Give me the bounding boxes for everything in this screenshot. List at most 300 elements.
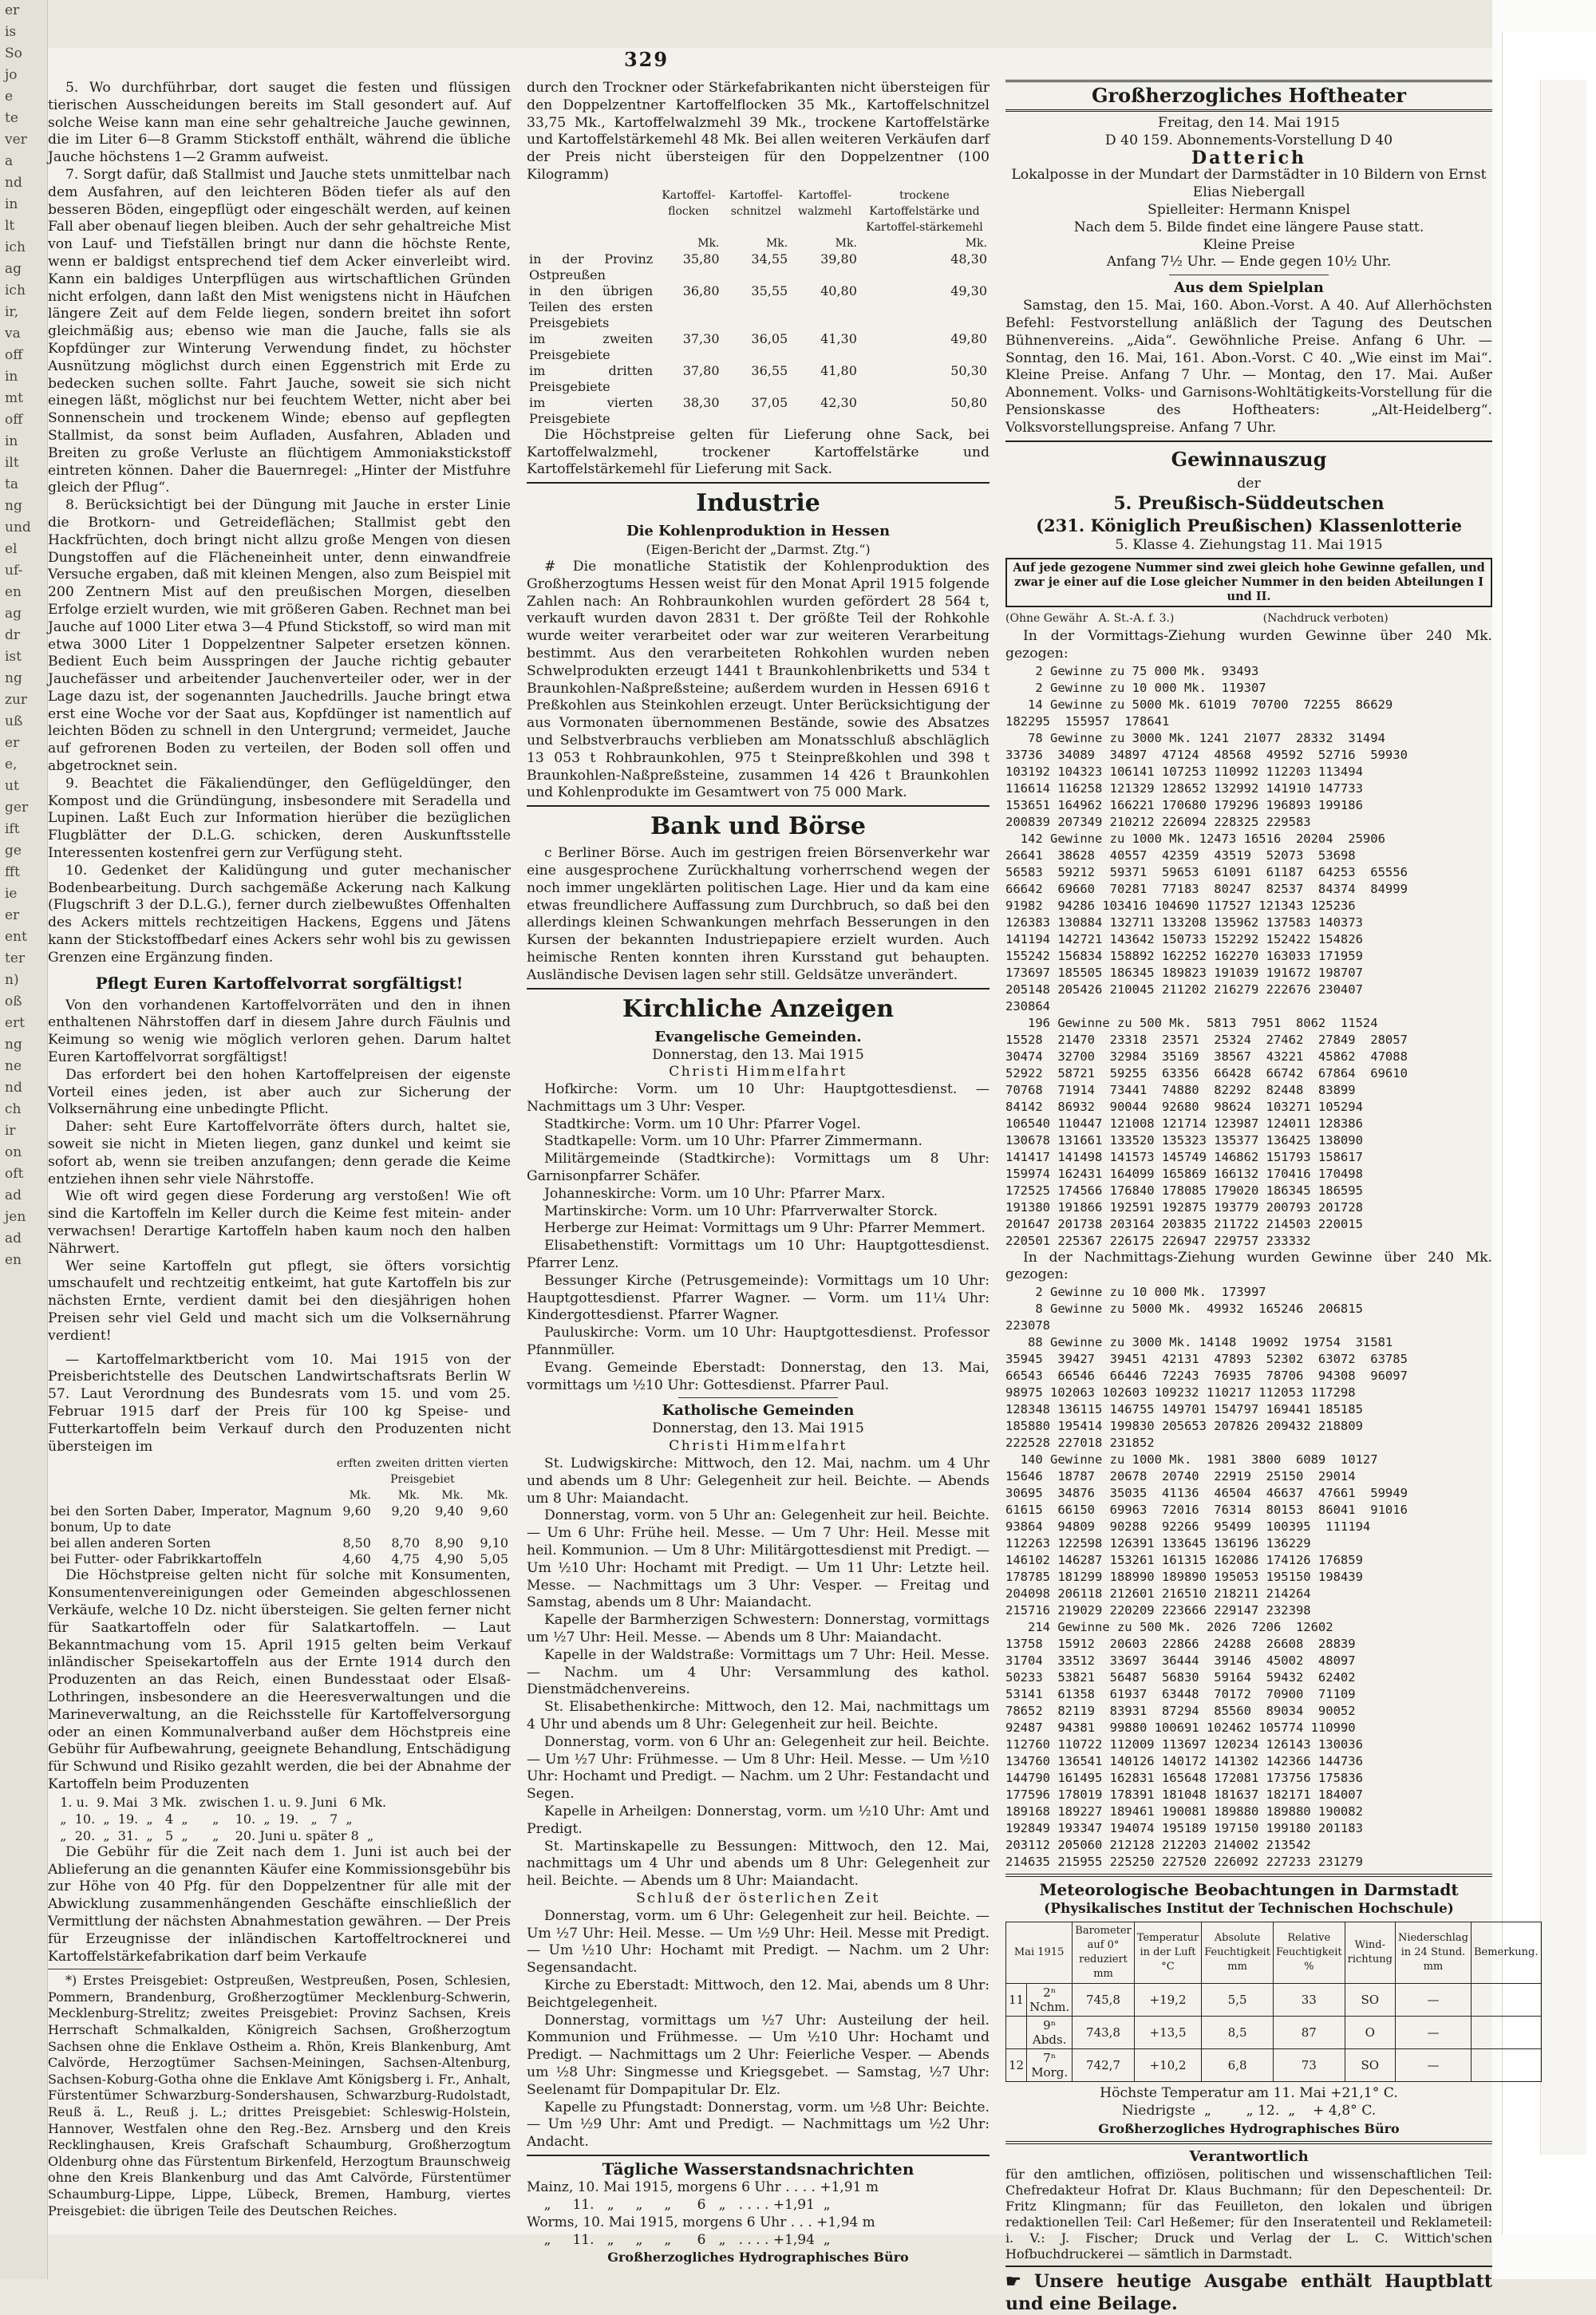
paragraph-8: 8. Berücksichtigt bei der Düngung mit Jauche in erster Linie die Brotkorn- und Getreideflächen; Stallmist gebt den Hackfrüchten, doch bringt nicht allzu große Mengen von diesen Dungstoffen auf die Flächeneinheit unter, denn einwandfreie Versuche ergaben, daß mit kleinen Mengen, also zum Beispiel mit 200 Zentnern Mist auf den preußischen Morgen, dieselben Erfolge erzielt wurden, wie mit größeren Gaben. Rechnet man bei Jauche auf 1000 Liter etwa 3—4 Pfund Stickstoff, so wird man mit etwa 3000 Liter 1 Doppelzentner Salpeter ersetzen können. Bedient Euch beim Ausspringen der Jauche richtig gebauter Jauchefässer und arbeitender Jauchenverteiler oder, wer in der Lage dazu ist, der sogenannten Jauchedrills. Jauche bringt etwa erst eine Woche vor der Saat aus, Kopfdünger ist namentlich auf leichten Böden zu schnell in den Untergrund; vermeidet, Jauche auf gefrorenen Boden zu verteilen, der Boden soll offen und abgetrocknet sein. <box>48 497 511 775</box>
ausgabe-hinweis <box>1005 2270 1492 2315</box>
lotto-numbers-nachmittag <box>1005 1284 1492 1871</box>
lotto-line: 56583 59212 59371 59653 61091 61187 64253 65556 <box>1005 864 1408 879</box>
section-rule <box>1005 440 1492 442</box>
lotto-line: 15646 18787 20678 20740 22919 25150 29014 <box>1005 1469 1356 1484</box>
weather-cell-rel: 33 <box>1273 1984 1345 2017</box>
price-cell: 36,55 <box>751 362 788 378</box>
price-cell: 35,80 <box>682 251 720 267</box>
edge-fragment: fft <box>5 864 20 880</box>
kohlen-text: # Die monatliche Statistik der Kohlenproduktion des Großherzogtums Hessen weist für den Monat April 1915 folgende Zahlen nach: An Rohbraunkohlen wurden gefördert 28 564 t, verkauft wurden davon 2831 t. Der größte Teil der Rohkohle wurde weiter verarbeitet oder war zur weiteren Verarbeitung bestimmt. Aus den verarbeiteten Rohkohlen wurden neben Schwelprodukten erzeugt 1441 t Braunkohlenbriketts und 534 t Braunkohlen-Naßpreßsteine; außerdem wurden in Hessen 6916 t Preßkohlen aus Steinkohlen erzeugt. Unter Berücksichtigung der aus Vormonaten übernommenen Bestände, sowie des Absatzes und Selbstverbrauchs verblieben am Monatsschluß abschläglich 13 053 t Rohbraunkohlen, 975 t Steinpreßkohlen und 398 t Braunkohlen-Naßpreßsteine, zusammen 14 426 t Braunkohlen und Kohlenprodukte im Gesamtwert von 75 000 Mark. <box>527 558 990 801</box>
heading-kohlenproduktion: Die Kohlenproduktion in Hessen <box>626 523 891 540</box>
edge-fragment: ilt <box>5 455 19 471</box>
weather-col-date: Mai 1915 <box>1006 1922 1073 1984</box>
kartoffel-par-2: Das erfordert bei den hohen Kartoffelpreisen der eigenste Vorteil eines jeden, ist aber auch zur Sicherung der Volksernährung eine unbedingte Pflicht. <box>48 1066 511 1118</box>
weather-cell-day <box>1006 2017 1027 2049</box>
heading-kartoffelvorrat: Pflegt Euren Kartoffelvorrat sorgfältigst! <box>95 973 464 993</box>
price-cell: 9,60 <box>480 1503 508 1519</box>
price-cell: 4,90 <box>435 1551 464 1567</box>
list-item: Militärgemeinde (Stadtkirche): Vormittags um 8 Uhr: Garnisonpfarrer Schäfer. <box>527 1151 990 1185</box>
wasserstand-row: „ 11. „ „ „ 6 „ . . . . +1,91 „ <box>527 2196 831 2213</box>
weather-col-rain: Niederschlag in 24 Stund. mm <box>1395 1922 1471 1984</box>
list-item: Bessunger Kirche (Petrusgemeinde): Vormittags um 10 Uhr: Hauptgottesdienst. Pfarrer Wagner. — Vorm. um 11¼ Uhr: Kindergottesdienst. Pfarrer Wagner. <box>527 1272 990 1324</box>
price-cell: 39,80 <box>820 251 857 267</box>
lotto-line: 182295 155957 178641 <box>1005 713 1170 729</box>
price-cell: 9,60 <box>342 1503 371 1519</box>
lotto-line: 130678 131661 133520 135323 135377 136425 138090 <box>1005 1132 1363 1148</box>
edge-fragment: ert <box>5 1015 26 1031</box>
edge-fragment: ad <box>5 1187 22 1203</box>
meteorologie-source: (Physikalisches Institut der Technischen Hochschule) <box>1044 1901 1454 1918</box>
lotto-line: 144790 161495 162831 165648 172081 173756 175836 <box>1005 1771 1363 1786</box>
edge-fragment: er <box>5 2 20 18</box>
lotto-line: 203112 205060 212128 212203 214002 213542 <box>1005 1838 1311 1853</box>
edge-fragment: ch <box>5 1101 22 1117</box>
ev-date: Donnerstag, den 13. Mai 1915 <box>652 1046 864 1063</box>
wasserstand-source: Großherzogliches Hydrographisches Büro <box>607 2249 909 2265</box>
price-cell: 41,30 <box>820 330 857 346</box>
lotto-line: 84142 86932 90044 92680 98624 103271 105294 <box>1005 1099 1363 1114</box>
tbl-head-staerke: trockene Kartoffelstärke und Kartoffel-stärkemehl <box>866 188 983 234</box>
weather-col-rem: Bemerkung. <box>1471 1922 1541 1984</box>
section-rule <box>1005 1874 1492 1877</box>
lotto-line: 35945 39427 39451 42131 47893 52302 63072 63785 <box>1005 1352 1408 1367</box>
lotto-line: 66543 66546 66446 72243 76935 78706 94308 96097 <box>1005 1369 1408 1384</box>
edge-fragment: lt <box>5 218 15 234</box>
edge-fragment: uf- <box>5 563 23 579</box>
tbl-head-flocken: Kartoffel-flocken <box>662 188 716 218</box>
list-item: St. Martinskapelle zu Bessungen: Mittwoch, den 12. Mai, nachmittags um 4 Uhr und abends um 8 Uhr: Gelegenheit zur heil. Beichte. — Abends um 8 Uhr: Maiandacht. <box>527 1838 990 1890</box>
page-number: 329 <box>623 48 670 71</box>
lotto-line: 15528 21470 23318 23571 25324 27462 27849 28057 <box>1005 1032 1408 1047</box>
section-rule <box>527 482 990 484</box>
section-rule <box>527 2155 990 2156</box>
price-cell: 40,80 <box>820 282 857 298</box>
table-row <box>1006 1984 1542 2017</box>
weather-cell-temp: +10,2 <box>1134 2049 1201 2082</box>
weather-col-baro: Barometer auf 0° reduziert mm <box>1073 1922 1135 1984</box>
list-item: Stadtkirche: Vorm. um 10 Uhr: Pfarrer Vogel. <box>544 1116 861 1132</box>
weather-cell-rel: 73 <box>1273 2049 1345 2082</box>
row-label: im vierten Preisgebiete <box>529 394 654 426</box>
ausgabe-text: Unsere heutige Ausgabe enthält Hauptblatt und eine Beilage. <box>1005 2270 1493 2314</box>
lotto-line: 230864 <box>1005 998 1050 1013</box>
price-cell: 36,05 <box>751 330 788 346</box>
price-unit: Mk. <box>349 1489 371 1503</box>
edge-fragment: te <box>5 110 18 126</box>
edge-fragment: ich <box>5 282 26 298</box>
edge-fragment: ag <box>5 261 22 277</box>
tbl-unit: Mk. <box>965 236 987 250</box>
lotto-line: 50233 53821 56487 56830 59164 59432 62402 <box>1005 1670 1356 1685</box>
lotto-line: 2 Gewinne zu 75 000 Mk. 93493 <box>1005 663 1259 678</box>
lotto-line: 98975 102063 102603 109232 110217 112053 117298 <box>1005 1385 1356 1400</box>
edge-fragment: a <box>5 153 14 169</box>
list-item: Donnerstag, vorm. von 5 Uhr an: Gelegenheit zur heil. Beichte. — Um 6 Uhr: Frühe heil. Messe. — Um 7 Uhr: Heil. Messe mit heil. Kommunion. — Um 8 Uhr: Militärgottesdienst mit Predigt. — Um ½10 Uhr: Hochamt mit Predigt. — Um 11 Uhr: Letzte heil. Messe. — Nachmittags um 3 Uhr: Vesper. — Freitag und Samstag, abends um 8 Uhr: Maiandacht. <box>527 1507 990 1611</box>
weather-cell-baro: 742,7 <box>1073 2049 1135 2082</box>
list-item: Stadtkapelle: Vorm. um 10 Uhr: Pfarrer Zimmermann. <box>544 1133 922 1150</box>
tbl-head-schnitzel: Kartoffel-schnitzel <box>729 188 783 218</box>
newspaper-page <box>48 48 1539 2314</box>
weather-cell-rain: — <box>1395 2049 1471 2082</box>
edge-fragment: ent <box>5 929 27 945</box>
gebuehr-dates <box>48 1794 511 1844</box>
list-item: Kapelle der Barmherzigen Schwestern: Donnerstag, vormittags um ½7 Uhr: Heil. Messe. — Abends um 8 Uhr: Maiandacht. <box>527 1612 990 1645</box>
lotto-line: 201647 201738 203164 203835 211722 214503 220015 <box>1005 1216 1363 1231</box>
table-row <box>527 395 990 427</box>
price-cell: 4,75 <box>391 1551 421 1567</box>
lotto-notice: Auf jede gezogene Nummer sind zwei gleich hohe Gewinne gefallen, und zwar je einer auf die Lose gleicher Nummer in den beiden Abteilungen I und II. <box>1005 558 1492 607</box>
list-item: Donnerstag, vorm. von 6 Uhr an: Gelegenheit zur heil. Beichte. — Um ½7 Uhr: Frühmesse. — Um 8 Uhr: Heil. Messe. — Um ½10 Uhr: Hochamt und Predigt. — Nachm. um 2 Uhr: Festandacht und Segen. <box>527 1733 990 1803</box>
boerse-text: c Berliner Börse. Auch im gestrigen freien Börsenverkehr war eine ausgesprochene Zurückhaltung vorherrschend wegen der noch immer ungeklärten politischen Lage. Hier und da kam eine etwas freundlichere Auffassung zum Durchbruch, so daß bei den allerdings kleinen Schwankungen mehrfach Besserungen in den Kursen der bekannten Industriepapiere erzielt wurden. Auch heimische Renten konnten ihren Kursstand gut behaupten. Ausländische Devisen lagen sehr still. Geldsätze unverändert. <box>527 845 990 983</box>
tbl-head-walzmehl: Kartoffel-walzmehl <box>797 188 852 218</box>
date-row: 1. u. 9. Mai 3 Mk. zwischen 1. u. 9. Juni 6 Mk. <box>48 1794 387 1810</box>
price-cell: 38,30 <box>682 394 720 410</box>
kartoffel-par-3: Daher: seht Eure Kartoffelvorräte öfters durch, haltet sie, soweit sie nicht in Mieten liegen, ganz dunkel und keimt sie sofort ab, wenn sie treiben anzufangen; denn gerade die Keime entziehen ihnen sehr viele Nährstoffe. <box>48 1119 511 1187</box>
heading-bank-boerse: Bank und Börse <box>650 812 867 841</box>
lotto-line: 2 Gewinne zu 10 000 Mk. 173997 <box>1005 1285 1266 1300</box>
edge-fragment: e <box>5 89 14 105</box>
lotto-line: 116614 116258 121329 128652 132992 141910 147733 <box>1005 780 1363 796</box>
price-cell: 50,80 <box>950 394 987 410</box>
lotto-line: 204098 206118 212601 216510 218211 214264 <box>1005 1586 1311 1602</box>
weather-cell-temp: +19,2 <box>1134 1984 1201 2017</box>
tbl-unit: Mk. <box>697 236 720 250</box>
kartoffel-price-table <box>48 1456 511 1567</box>
trockner-intro: durch den Trockner oder Stärkefabrikanten nicht übersteigen für den Doppelzentner Kartoffelflocken 35 Mk., Kartoffelschnitzel 33,75 Mk., Kartoffelwalzmehl 39 Mk., trockene Kartoffelstärke und Kartoffelstärkemehl 48 Mk. Bei allen weiteren Verkäufen darf der Preis nicht übersteigen für den Doppelzentner (100 Kilogramm) <box>527 80 990 183</box>
edge-fragment: ver <box>5 132 27 148</box>
price-cell: 48,30 <box>950 251 987 267</box>
weather-cell-rem <box>1471 1984 1541 2017</box>
column-left <box>48 80 511 2219</box>
edge-fragment: jen <box>5 1209 26 1225</box>
edge-fragment: el <box>5 541 18 557</box>
lotto-line: 93864 94809 90288 92266 95499 100395 111194 <box>1005 1519 1371 1535</box>
kohlen-source: (Eigen-Bericht der „Darmst. Ztg.“) <box>646 542 871 558</box>
kartoffelmarktbericht-intro: — Kartoffelmarktbericht vom 10. Mai 1915 von der Preisberichtstelle des Deutschen Landwirtschaftsrats Berlin W 57. Laut Verordnung des Bundesrats vom 15. und vom 25. Februar 1915 darf der Preis für 100 kg Speise- und Futterkartoffeln beim Verkauf durch den Produzenten nicht übersteigen im <box>48 1351 511 1455</box>
table-row <box>527 251 990 283</box>
price-unit: Mk. <box>486 1489 508 1503</box>
edge-fragment: ge <box>5 843 22 859</box>
lotto-nachmittag-intro: In der Nachmittags-Ziehung wurden Gewinne über 240 Mk. gezogen: <box>1005 1249 1492 1283</box>
price-cell: 4,60 <box>342 1551 371 1567</box>
price-cell: 35,55 <box>751 282 788 298</box>
edge-fragment: jo <box>5 67 18 83</box>
lotto-line: 159974 162431 164099 165869 166132 170416 170498 <box>1005 1166 1363 1181</box>
heading-meteorologie: Meteorologische Beobachtungen in Darmstadt <box>1039 1880 1459 1900</box>
price-cell: 37,80 <box>682 362 720 378</box>
pointing-hand-icon: ☛ <box>1005 2270 1034 2292</box>
price-cell: 50,30 <box>950 362 987 378</box>
edge-fragment: ut <box>5 778 19 794</box>
lotto-title-2: (231. Königlich Preußischen) Klassenlotterie <box>1036 516 1462 536</box>
row-label: im dritten Preisgebiete <box>529 362 654 394</box>
table-row <box>48 1535 511 1551</box>
lotto-line: 153651 164962 166221 170680 179296 196893 199186 <box>1005 797 1363 812</box>
price-unit: Mk. <box>441 1489 464 1503</box>
weather-cell-abs: 8,5 <box>1202 2017 1274 2049</box>
footnote-preisgebiete: *) Erstes Preisgebiet: Ostpreußen, Westpreußen, Posen, Schlesien, Pommern, Brandenburg, Großherzogtümer Mecklenburg-Schwerin, Mecklenburg-Strelitz; zweites Preisgebiet: Provinz Sachsen, Kreis Herrschaft Schmalkalden, Königreich Sachsen, Großherzogtum Sachsen ohne die Enklave Ostheim a. Rhön, Kreis Blankenburg, Amt Calvörde, Herzogtümer Sachsen-Meiningen, Sachsen-Altenburg, Sachsen-Koburg-Gotha ohne die Enklave Amt Königsberg i. Fr., Anhalt, Fürstentümer Schwarzburg-Sondershausen, Schwarzburg-Rudolstadt, Reuß ä. L., Reuß j. L.; drittes Preisgebiet: Schleswig-Holstein, Hannover, Westfalen ohne den Reg.-Bez. Arnsberg und den Kreis Recklinghausen, Kreis Grafschaft Schaumburg, Großherzogtum Oldenburg ohne das Fürstentum Birkenfeld, Herzogtum Braunschweig ohne den Kreis Blankenburg und das Amt Calvörde, Fürstentümer Schaumburg-Lippe, Lippe, Lübeck, Bremen, Hamburg, viertes Preisgebiet: die übrigen Teile des Deutschen Reiches. <box>48 1973 511 2218</box>
lotto-line: 140 Gewinne zu 1000 Mk. 1981 3800 6089 10127 <box>1005 1452 1378 1468</box>
price-cell: 36,80 <box>682 282 720 298</box>
weather-min: Niedrigste „ „ 12. „ + 4,8° C. <box>1121 2102 1377 2119</box>
lotto-line: 33736 34089 34897 47124 48568 49592 52716 59930 <box>1005 747 1408 762</box>
weather-col-wind: Wind-richtung <box>1345 1922 1395 1984</box>
lotto-line: 91982 94286 103416 104690 117527 121343 125236 <box>1005 898 1356 913</box>
weather-cell-day: 11 <box>1006 1984 1027 2017</box>
lotto-line: 189168 189227 189461 190081 189880 189880 190082 <box>1005 1804 1363 1819</box>
list-item: Schluß der österlichen Zeit <box>636 1890 880 1906</box>
spielplan-text: Samstag, den 15. Mai, 160. Abon.-Vorst. A 40. Auf Allerhöchsten Befehl: Festvorstellung anläßlich der Tagung des Deutschen Bühnenvereins. „Aida“. Gewöhnliche Preise. Anfang 6 Uhr. — Sonntag, den 16. Mai, 161. Abon.-Vorst. C 40. „Wie einst im Mai“. Kleine Preise. Anfang 7 Uhr. — Montag, den 17. Mai. Außer Abonnement. Volks- und Garnisons-Wohltätigkeits-Vorstellung für die Pensionskasse des Hoftheaters: „Alt-Heidelberg“. Volksvorstellungspreise. Anfang 7 Uhr. <box>1005 298 1492 436</box>
list-item: Martinskirche: Vorm. um 10 Uhr: Pfarrverwalter Storck. <box>544 1203 938 1219</box>
lotto-vormittag-intro: In der Vormittags-Ziehung wurden Gewinne über 240 Mk. gezogen: <box>1005 627 1492 662</box>
table-row <box>1006 2049 1542 2082</box>
produkte-note: Die Höchstpreise gelten für Lieferung ohne Sack, bei Kartoffelwalzmehl, trockener Kartoffelstärke und Kartoffelstärkemehl für Lieferung mit Sack. <box>527 426 990 478</box>
date-row: „ 20. „ 31. „ 5 „ „ 20. Juni u. später 8 „ <box>48 1827 374 1843</box>
theater-desc: Lokalposse in der Mundart der Darmstädter in 10 Bildern von Ernst Elias Niebergall <box>1011 167 1487 201</box>
price-cell: 9,40 <box>435 1503 464 1519</box>
heading-verantwortlich: Verantwortlich <box>1189 2147 1309 2165</box>
price-cell: 49,30 <box>950 282 987 298</box>
edge-fragment: ag <box>5 606 22 622</box>
lotto-line: 192849 193347 194074 195189 197150 199180 201183 <box>1005 1821 1363 1836</box>
edge-fragment: e, <box>5 757 18 772</box>
theater-pause: Nach dem 5. Bilde findet eine längere Pause statt. <box>1073 219 1424 235</box>
lotto-line: 61615 66150 69963 72016 76314 80153 86041 91016 <box>1005 1503 1408 1518</box>
paragraph-10: 10. Gedenket der Kalidüngung und guter mechanischer Bodenbearbeitung. Durch sachgemäße Ackerung nach Kalkung (Flugschrift 3 der D.L.G.), ferner durch zielbewußtes Offenhalten des Ackers mittels rechtzeitigen Hackens, Eggens und Jätens kann der Stickstoffbedarf eines Ackers sehr wohl bis zu gewissen Grenzen eine Ergänzung finden. <box>48 862 511 966</box>
edge-fragment: So <box>5 45 22 61</box>
column-right <box>1005 80 1539 2315</box>
lotto-line: 173697 185505 186345 189823 191039 191672 198707 <box>1005 965 1363 980</box>
edge-fragment: dr <box>5 627 21 643</box>
price-cell: 9,20 <box>391 1503 421 1519</box>
edge-fragment: er <box>5 907 20 923</box>
lotto-line: 26641 38628 40557 42359 43519 52073 53698 <box>1005 847 1356 863</box>
weather-cell-wind: SO <box>1345 2049 1395 2082</box>
weather-cell-time: 2ⁿ Nchm. <box>1027 1984 1073 2017</box>
previous-page-edge <box>0 0 48 2279</box>
price-cell: 8,50 <box>342 1535 371 1551</box>
edge-fragment: ir, <box>5 304 19 320</box>
table-row <box>527 283 990 331</box>
lotto-line: 30695 34876 35035 41136 46504 46637 47661 59949 <box>1005 1486 1408 1501</box>
edge-fragment: mt <box>5 390 23 406</box>
theater-abo: D 40 159. Abonnements-Vorstellung D 40 <box>1104 132 1393 148</box>
price-cell: 37,05 <box>751 394 788 410</box>
wasserstand-rows <box>527 2179 990 2249</box>
theater-zeit: Anfang 7½ Uhr. — Ende gegen 10½ Uhr. <box>1106 254 1392 271</box>
price-cell: 37,30 <box>682 330 720 346</box>
weather-table <box>1005 1922 1542 2082</box>
date-row: „ 10. „ 19. „ 4 „ „ 10. „ 19. „ 7 „ <box>48 1811 353 1827</box>
verantwortlich-text: für den amtlichen, offiziösen, politischen und wissenschaftlichen Teil: Chefredakteur Hofrat Dr. Klaus Buchmann; für den Depeschenteil: Dr. Fritz Klingmann; für das Feuilleton, den lokalen und übrigen redaktionellen Teil: Carl Heßemer; für den Inseratenteil und Reklameteil: i. V.: J. Fischer; Druck und Verlag der L. C. Wittich'schen Hofbuchdruckerei — sämtlich in Darmstadt. <box>1005 2166 1492 2262</box>
next-page-inner <box>1540 80 1586 2155</box>
theater-preise: Kleine Preise <box>1203 236 1295 253</box>
lotto-line: 78652 82119 83931 87294 85560 89034 90052 <box>1005 1704 1356 1719</box>
lotto-line: 142 Gewinne zu 1000 Mk. 12473 16516 20204 25906 <box>1005 831 1385 846</box>
lotto-line: 13758 15912 20603 22866 24288 26608 28839 <box>1005 1637 1356 1652</box>
weather-col-rel: Relative Feuchtigkeit % <box>1273 1922 1345 1984</box>
list-item: St. Ludwigskirche: Mittwoch, den 12. Mai, nachm. um 4 Uhr und abends um 8 Uhr: Gelegenheit zur heil. Beichte. — Abends um 8 Uhr: Maiandacht. <box>527 1456 990 1507</box>
list-item: Donnerstag, vorm. um 6 Uhr: Gelegenheit zur heil. Beichte. — Um ½7 Uhr: Heil. Messe. — Um ½9 Uhr: Heil. Messe mit Predigt. — Um ½10 Uhr: Hochamt mit Predigt. — Nachm. um 2 Uhr: Segensandacht. <box>527 1907 990 1977</box>
lotto-sub: 5. Klasse 4. Ziehungstag 11. Mai 1915 <box>1115 537 1383 554</box>
lotto-line: 177596 178019 178391 181048 181637 182171 184007 <box>1005 1788 1363 1803</box>
edge-fragment: in <box>5 433 18 449</box>
weather-cell-rem <box>1471 2017 1541 2049</box>
edge-fragment: is <box>5 24 17 40</box>
edge-fragment: va <box>5 326 21 342</box>
edge-fragment: in <box>5 369 18 385</box>
list-item: Kapelle in Arheilgen: Donnerstag, vorm. um ½10 Uhr: Amt und Predigt. <box>527 1803 990 1837</box>
kartoffel-par-4: Wie oft wird gegen diese Forderung arg verstoßen! Wie oft sind die Kartoffeln im Keller durch die Keime fest mitein- ander verwachsen! Derartige Kartoffeln haben kaum noch den halben Nährwert. <box>48 1188 511 1257</box>
edge-fragment: zur <box>5 692 28 708</box>
section-rule <box>1005 2266 1492 2267</box>
kath-fest: Christi Himmelfahrt <box>669 1438 847 1455</box>
edge-fragment: ift <box>5 821 20 837</box>
row-label: in der Provinz Ostpreußen <box>529 251 654 282</box>
lotto-line: 8 Gewinne zu 5000 Mk. 49932 165246 206815 <box>1005 1302 1363 1317</box>
price-cell: 8,90 <box>435 1535 464 1551</box>
weather-col-abs: Absolute Feuchtigkeit mm <box>1202 1922 1274 1984</box>
list-item: Kapelle zu Pfungstadt: Donnerstag, vorm. um ½8 Uhr: Beichte. — Um ½9 Uhr: Amt und Predigt. — Nachmittags um ½2 Uhr: Andacht. <box>527 2099 990 2151</box>
wasserstand-row: Mainz, 10. Mai 1915, morgens 6 Uhr . . . . +1,91 m <box>527 2179 879 2195</box>
lotto-line: 88 Gewinne zu 3000 Mk. 14148 19092 19754 31581 <box>1005 1335 1393 1350</box>
lotto-line: 52922 58721 59255 63356 66428 66742 67864 69610 <box>1005 1065 1408 1080</box>
weather-cell-time: 7ⁿ Morg. <box>1027 2049 1073 2082</box>
edge-fragment: ng <box>5 498 22 514</box>
hoechstpreise-par-1: Die Höchstpreise gelten nicht für solche mit Konsumenten, Konsumentenvereinigungen oder Gemeinden abgeschlossenen Verkäufe, welche 10 Dz. nicht übersteigen. Sie gelten ferner nicht für Saatkartoffeln oder für Salatkartoffeln. — Laut Bekanntmachung vom 15. April 1915 gelten beim Verkauf inländischer Speisekartoffeln aus der Ernte 1914 durch den Produzenten an das Reich, einen Bundesstaat oder Elsaß-Lothringen, insbesondere an die Heeresverwaltungen und die Marineverwaltung, an die Reichsstelle für Kartoffelversorgung oder an einen Kommunalverband außer dem Höchstpreis eine Gebühr für Aufbewahrung, geeignete Behandlung, Entschädigung für Schwund und Risiko gezahlt werden, die bei der Abnahme der Kartoffeln beim Produzenten <box>48 1567 511 1792</box>
edge-fragment: ne <box>5 1058 22 1074</box>
lotto-line: 141194 142721 143642 150733 152292 152422 154826 <box>1005 931 1363 946</box>
list-item: St. Elisabethenkirche: Mittwoch, den 12. Mai, nachmittags um 4 Uhr und abends um 8 Uhr: Gelegenheit zur heil. Beichte. <box>527 1699 990 1732</box>
weather-source: Großherzogliches Hydrographisches Büro <box>1098 2120 1400 2136</box>
kartoffel-par-1: Von den vorhandenen Kartoffelvorräten und den in ihnen enthaltenen Nährstoffen darf in diesem Jahre durch Fäulnis und Keimung so wenig wie möglich verloren gehen. Darum haltet Euren Kartoffelvorrat sorgfältigst! <box>48 997 511 1066</box>
edge-fragment: nd <box>5 175 22 191</box>
lotto-numbers-vormittag <box>1005 663 1492 1250</box>
weather-cell-rem <box>1471 2049 1541 2082</box>
lotto-line: 103192 104323 106141 107253 110992 112203 113494 <box>1005 764 1363 779</box>
ev-services <box>527 1081 990 1394</box>
table-row <box>1006 2017 1542 2049</box>
lotto-line: 141417 141498 141573 145749 146862 151793 158617 <box>1005 1149 1363 1164</box>
list-item: Hofkirche: Vorm. um 10 Uhr: Hauptgottesdienst. — Nachmittags um 3 Uhr: Vesper. <box>527 1081 990 1115</box>
list-item: Evang. Gemeinde Eberstadt: Donnerstag, den 13. Mai, vormittags um ½10 Uhr: Gottesdienst. Pfarrer Paul. <box>527 1359 990 1393</box>
kath-date: Donnerstag, den 13. Mai 1915 <box>652 1420 864 1437</box>
price-cell: 34,55 <box>751 251 788 267</box>
paragraph-5: 5. Wo durchführbar, dort sauget die festen und flüssigen tierischen Ausscheidungen bereits im Stall gesondert auf. Auf solche Weise kann man eine sehr gehaltreiche Jauche gewinnen, die im Liter 6—8 Gramm Stickstoff enthält, während die übliche Jauche höchstens 1—2 Gramm aufweist. <box>48 80 511 166</box>
lotto-line: 185880 195414 199830 205653 207826 209432 218809 <box>1005 1419 1363 1434</box>
heading-gewinnauszug: Gewinnauszug <box>1171 447 1327 471</box>
list-item: Elisabethenstift: Vormittags um 10 Uhr: Hauptgottesdienst. Pfarrer Lenz. <box>527 1238 990 1272</box>
lotto-line: 146102 146287 153261 161315 162086 174126 176859 <box>1005 1553 1363 1568</box>
lotto-haftung: (Ohne Gewähr A. St.-A. f. 3.) (Nachdruck verboten) <box>1005 612 1389 626</box>
row-label: bei Futter- oder Fabrikkartoffeln <box>50 1551 263 1567</box>
price-cell: 9,10 <box>480 1535 508 1551</box>
edge-fragment: ad <box>5 1231 22 1246</box>
weather-cell-wind: O <box>1345 2017 1395 2049</box>
row-label: bei den Sorten Daber, Imperator, Magnum bonum, Up to date <box>50 1503 332 1535</box>
lotto-line: 196 Gewinne zu 500 Mk. 5813 7951 8062 11524 <box>1005 1015 1378 1030</box>
row-label: in den übrigen Teilen des ersten Preisgebiets <box>529 282 654 330</box>
lotto-line: 106540 110447 121008 121714 123987 124011 128386 <box>1005 1116 1363 1131</box>
list-item: Pauluskirche: Vorm. um 10 Uhr: Hauptgottesdienst. Professor Pfannmüller. <box>527 1325 990 1359</box>
lotto-line: 215716 219029 220209 223666 229147 232398 <box>1005 1603 1311 1618</box>
lotto-line: 92487 94381 99880 100691 102462 105774 110990 <box>1005 1720 1356 1736</box>
heading-hoftheater: Großherzogliches Hoftheater <box>1005 80 1492 112</box>
table-row <box>527 363 990 395</box>
weather-cell-temp: +13,5 <box>1134 2017 1201 2049</box>
edge-fragment: off <box>5 347 23 363</box>
edge-fragment: in <box>5 196 18 212</box>
wasserstand-row: Worms, 10. Mai 1915, morgens 6 Uhr . . . +1,94 m <box>527 2214 875 2230</box>
theater-date: Freitag, den 14. Mai 1915 <box>1158 115 1340 131</box>
edge-fragment: uß <box>5 713 23 729</box>
edge-fragment: ter <box>5 950 26 966</box>
price-cell: 8,70 <box>391 1535 421 1551</box>
lotto-line: 191380 191866 192591 192875 193779 200793 201728 <box>1005 1199 1363 1215</box>
section-rule <box>527 805 990 807</box>
edge-fragment: en <box>5 584 22 600</box>
lotto-line: 220501 225367 226175 226947 229757 233332 <box>1005 1233 1311 1248</box>
heading-evangelisch: Evangelische Gemeinden. <box>654 1028 862 1045</box>
lotto-line: 112263 122598 126391 133645 136196 136229 <box>1005 1536 1311 1551</box>
lotto-line: 214635 215955 225250 227520 226092 227233 231279 <box>1005 1855 1363 1870</box>
kath-services <box>527 1456 990 2151</box>
lotto-der: der <box>1237 475 1261 492</box>
price-col-4: vierten <box>468 1457 508 1471</box>
edge-fragment: ng <box>5 1037 22 1053</box>
lotto-line: 128348 136115 146755 149701 154797 169441 185185 <box>1005 1402 1363 1417</box>
lotto-title-1: 5. Preußisch-Süddeutschen <box>1113 493 1385 515</box>
lotto-line: 66642 69660 70281 77183 80247 82537 84374 84999 <box>1005 881 1408 896</box>
table-row <box>527 331 990 363</box>
lotto-line: 30474 32700 32984 35169 38567 43221 45862 47088 <box>1005 1049 1408 1064</box>
lotto-line: 70768 71914 73441 74880 82292 82448 83899 <box>1005 1082 1356 1097</box>
edge-fragment: ist <box>5 649 22 665</box>
edge-fragment: ng <box>5 670 22 686</box>
lotto-line: 126383 130884 132711 133208 135962 137583 140373 <box>1005 915 1363 930</box>
lotto-line: 200839 207349 210212 226094 228325 229583 <box>1005 814 1311 829</box>
paragraph-7: 7. Sorgt dafür, daß Stallmist und Jauche stets unmittelbar nach dem Ausfahren, auf den leichteren Böden tiefer als auf den besseren Böden, eingepflügt oder eingeschält werden, auf keinen Fall aber obenauf liegen bleiben. Auch der sehr gehaltreiche Mist von Lauf- und Tiefställen bringt nur dann die höchste Rente, wenn er baldigst entsprechend tief dem Acker einverleibt wird. Kann ein baldiges Unterpflügen aus wirtschaftlichen Gründen nicht erfolgen, dann laßt den Mist wenigstens nicht in Häufchen längere Zeit auf dem Felde liegen, sondern breitet ihn sofort gleichmäßig aus; ebenso wie man die Jauche, falls sie als Kopfdünger zur Winterung Verwendung findet, zu höchster Ausnützung möglichst durch einen Eggenstrich mit Erde zu bedecken suchen sollte. Fahrt Jauche, soweit sie sich nicht einegen läßt, möglichst nur bei feuchtem Wetter, nicht aber bei Sonnenschein und trockenem Winde; ebenso auf gepflegten Stallmist, da sonst beim Aufladen, Ausfahren, Abladen und Breiten zu große Verluste an flüchtigem Ammoniakstickstoff eintreten können. Daher die Bauernregel: „Hinter der Mistfuhre gleich der Pflug“. <box>48 166 511 496</box>
price-cell: 49,80 <box>950 330 987 346</box>
weather-cell-time: 9ⁿ Abds. <box>1027 2017 1073 2049</box>
weather-cell-abs: 5,5 <box>1202 1984 1274 2017</box>
column-middle <box>527 80 990 2266</box>
lotto-line: 178785 181299 188990 189890 195053 195150 198439 <box>1005 1570 1363 1585</box>
list-item: Johanneskirche: Vorm. um 10 Uhr: Pfarrer Marx. <box>544 1185 886 1202</box>
lotto-line: 2 Gewinne zu 10 000 Mk. 119307 <box>1005 680 1266 695</box>
price-col-1: erften <box>336 1457 371 1471</box>
weather-max: Höchste Temperatur am 11. Mai +21,1° C. <box>1100 2085 1398 2102</box>
edge-fragment: ta <box>5 476 18 492</box>
edge-fragment: off <box>5 412 23 428</box>
price-cell: 5,05 <box>480 1551 508 1567</box>
edge-fragment: oft <box>5 1166 24 1182</box>
lotto-line: 134760 136541 140126 140172 141302 142366 144736 <box>1005 1754 1363 1769</box>
tbl-unit: Mk. <box>765 236 788 250</box>
kartoffel-par-5: Wer seine Kartoffeln gut pflegt, sie öfters vorsichtig umschaufelt und rechtzeitig entkeimt, hat gute Kartoffeln bis zur nächsten Ernte, verdient damit bei den diesjährigen hohen Preisen sehr viel Geld und macht sich um die Volksernährung verdient! <box>48 1258 511 1344</box>
heading-kirchliche-anzeigen: Kirchliche Anzeigen <box>622 994 895 1023</box>
table-row <box>48 1551 511 1567</box>
edge-fragment: ir <box>5 1123 16 1139</box>
hoechstpreise-par-2: Die Gebühr für die Zeit nach dem 1. Juni ist auch bei der Ablieferung an die genannten Käufer eine Kommissionsgebühr bis zur Höhe von 40 Pfg. für den Doppelzentner für alle mit der Abwicklung zusammenhängenden Geschäfte einschließlich der Vermittlung der nächsten Abnahmestation gewähren. — Der Preis für Erzeugnisse der inländischen Kartoffeltrocknerei und Kartoffelstärkefabrikation darf beim Verkaufe <box>48 1843 511 1965</box>
wasserstand-row: „ 11. „ „ „ 6 „ . . . . +1,94 „ <box>527 2231 831 2248</box>
row-label: bei allen anderen Sorten <box>50 1535 211 1551</box>
list-item: Donnerstag, vormittags um ½7 Uhr: Austeilung der heil. Kommunion und Frühmesse. — Um ½10 Uhr: Hochamt und Predigt. — Nachmittags um 2 Uhr: Feierliche Vesper. — Abends um ½8 Uhr: Singmesse und Kriegsgebet. — Samstag, ½7 Uhr: Seelenamt für Dompapitular Dr. Elz. <box>527 2012 990 2098</box>
weather-cell-baro: 745,8 <box>1073 1984 1135 2017</box>
table-row <box>48 1503 511 1535</box>
lotto-line: 222528 227018 231852 <box>1005 1436 1155 1451</box>
weather-cell-baro: 743,8 <box>1073 2017 1135 2049</box>
